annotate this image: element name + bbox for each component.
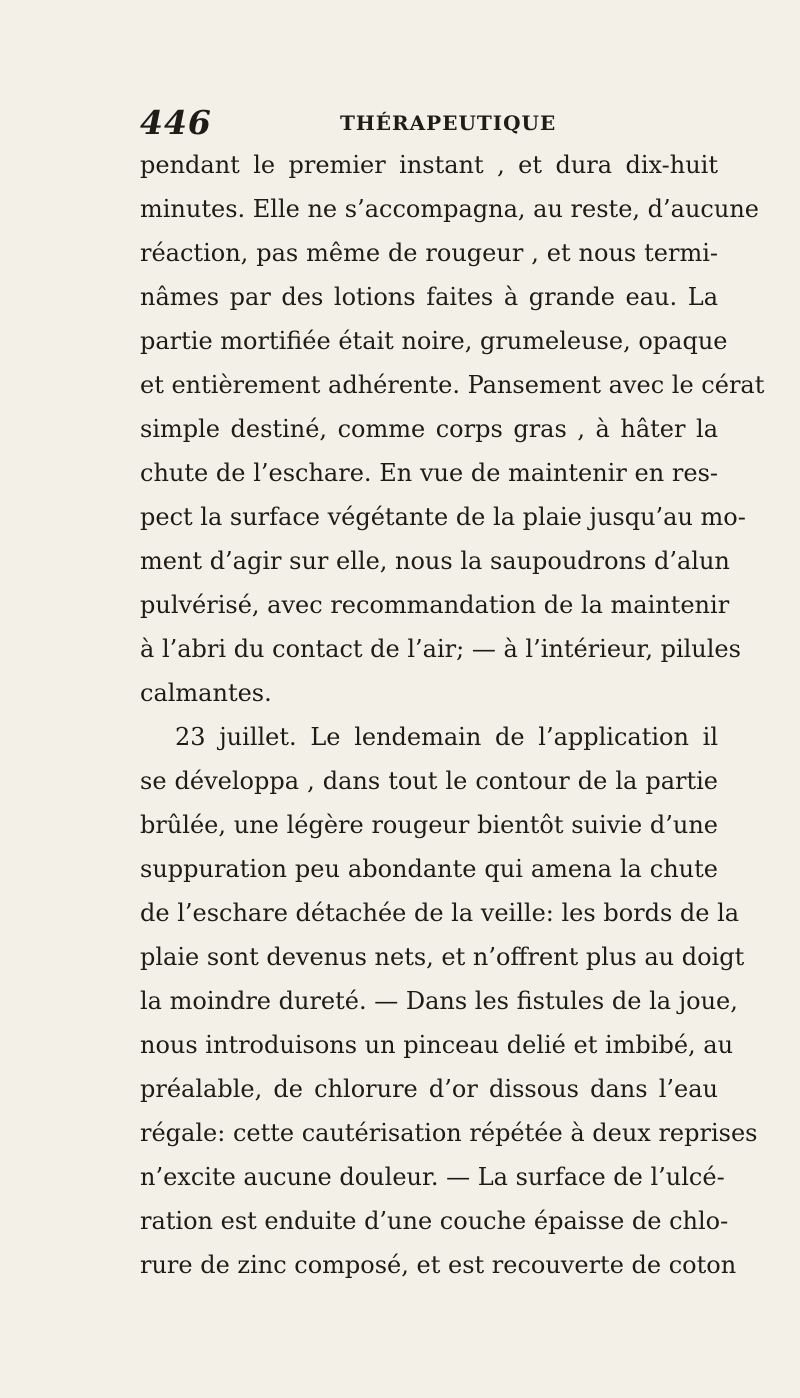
page-header: [140, 103, 710, 142]
text-line: ment d’agir sur elle, nous la saupoudrons d’alun: [140, 547, 730, 575]
page-number: 446: [140, 103, 212, 142]
text-line: chute de l’eschare. En vue de maintenir en res-: [140, 459, 718, 487]
text-line: pect la surface végétante de la plaie jusqu’au mo-: [140, 503, 746, 531]
text-line: 23 juillet. Le lendemain de l’application il: [175, 723, 718, 751]
text-line: pulvérisé, avec recommandation de la maintenir: [140, 591, 730, 619]
text-line: nous introduisons un pinceau delié et imbibé, au: [140, 1031, 734, 1059]
text-line: simple destiné, comme corps gras , à hâter la: [140, 415, 718, 443]
text-line: rure de zinc composé, et est recouverte de coton: [140, 1251, 737, 1279]
text-line: et entièrement adhérente. Pansement avec le cérat: [140, 371, 765, 399]
text-line: calmantes.: [140, 679, 272, 707]
text-line: réaction, pas même de rougeur , et nous termi-: [140, 239, 718, 267]
text-line: la moindre dureté. — Dans les fistules de la joue,: [140, 987, 738, 1015]
running-title: THÉRAPEUTIQUE: [340, 111, 557, 135]
text-line: ration est enduite d’une couche épaisse de chlo-: [140, 1207, 729, 1235]
text-line: pendant le premier instant , et dura dix-huit: [140, 151, 718, 179]
body-text: [140, 143, 765, 1287]
text-line: préalable, de chlorure d’or dissous dans l’eau: [140, 1075, 718, 1103]
text-line: minutes. Elle ne s’accompagna, au reste, d’aucune: [140, 195, 759, 223]
text-line: brûlée, une légère rougeur bientôt suivie d’une: [140, 811, 718, 839]
text-line: nâmes par des lotions faites à grande eau. La: [140, 283, 718, 311]
text-line: régale: cette cautérisation répétée à deux reprises: [140, 1119, 758, 1147]
text-line: à l’abri du contact de l’air; — à l’intérieur, pilules: [140, 635, 741, 663]
text-line: partie mortifiée était noire, grumeleuse, opaque: [140, 327, 728, 355]
text-line: suppuration peu abondante qui amena la chute: [140, 855, 718, 883]
text-line: plaie sont devenus nets, et n’offrent plus au doigt: [140, 943, 745, 971]
text-line: de l’eschare détachée de la veille: les bords de la: [140, 899, 740, 927]
text-line: n’excite aucune douleur. — La surface de l’ulcé-: [140, 1163, 725, 1191]
text-line: se développa , dans tout le contour de la partie: [140, 767, 718, 795]
